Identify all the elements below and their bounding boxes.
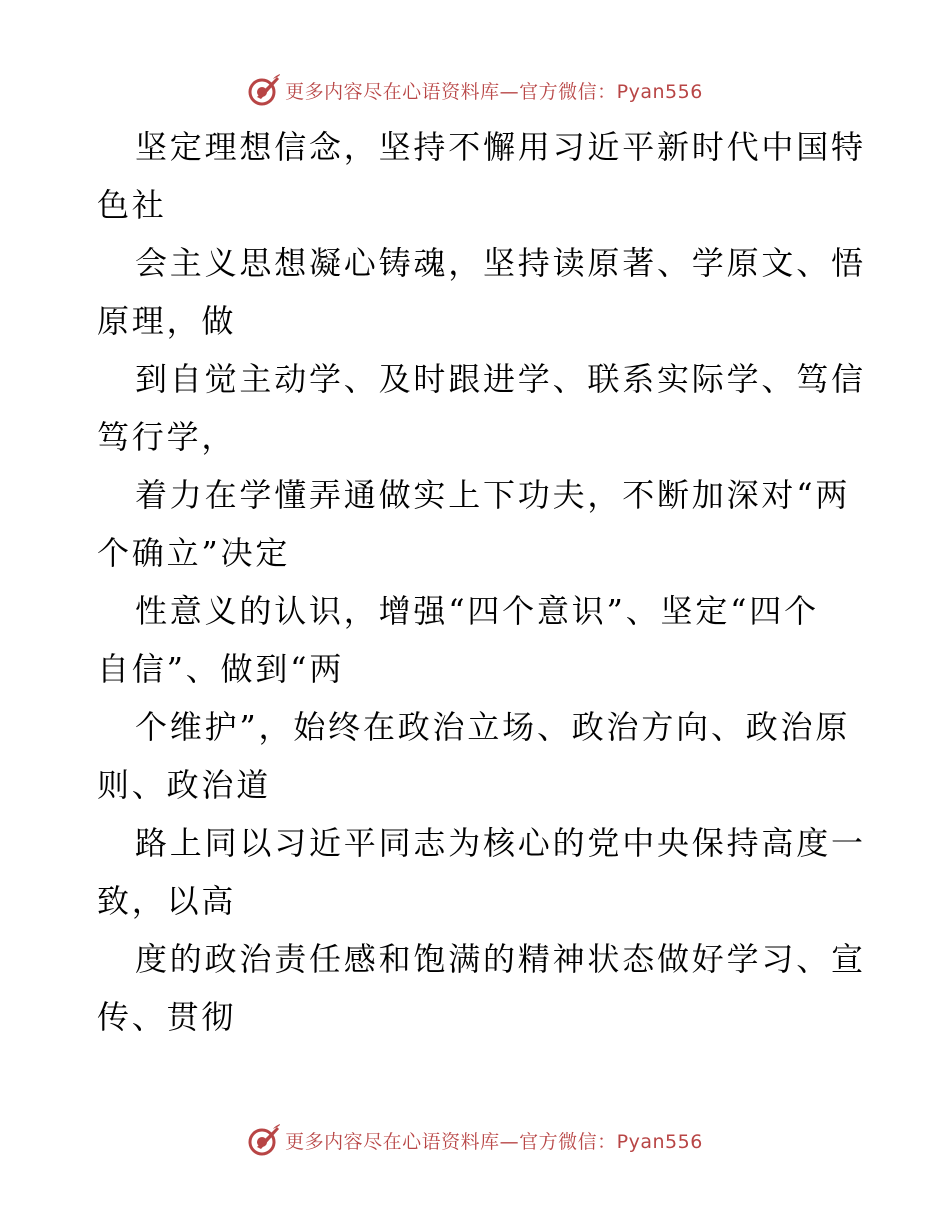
header-watermark: [0, 70, 950, 110]
paragraph-line: 性意义的认识，增强“四个意识”、坚定“四个: [135, 592, 819, 630]
paragraph: [97, 814, 866, 930]
paragraph-line: 路上同以习近平同志为核心的党中央保持高度一: [135, 824, 866, 862]
paragraph: [97, 350, 866, 466]
paragraph-line: 着力在学懂弄通做实上下功夫，不断加深对“两: [135, 476, 851, 514]
footer-watermark: [0, 1120, 950, 1160]
paragraph-line: 笃行学，: [97, 418, 237, 456]
paragraph: [97, 582, 857, 698]
paragraph-line: 到自觉主动学、及时跟进学、联系实际学、笃信: [135, 360, 866, 398]
paragraph-line: 致，以高: [97, 882, 237, 920]
paragraph-line: 色社: [97, 186, 167, 224]
paragraph: [97, 930, 866, 1046]
paragraph: [97, 466, 857, 582]
paragraph-line: 传、贯彻: [97, 998, 237, 1036]
paragraph-line: 自信”、做到“两: [97, 650, 345, 688]
paragraph: [97, 234, 866, 350]
paragraph-line: 个确立”决定: [97, 534, 291, 572]
paragraph-line: 则、政治道: [97, 766, 272, 804]
paragraph-line: 原理，做: [97, 302, 237, 340]
paragraph: [97, 118, 866, 234]
watermark-text: 更多内容尽在心语资料库—官方微信：Pyan556: [285, 1130, 703, 1153]
paragraph-line: 会主义思想凝心铸魂，坚持读原著、学原文、悟: [135, 244, 866, 282]
paragraph: [97, 698, 857, 814]
paragraph-line: 坚定理想信念，坚持不懈用习近平新时代中国特: [135, 128, 866, 166]
paragraph-line: 个维护”，始终在政治立场、政治方向、政治原: [135, 708, 851, 746]
quill-logo-icon: [247, 1123, 281, 1157]
quill-logo-icon: [247, 73, 281, 107]
watermark-text: 更多内容尽在心语资料库—官方微信：Pyan556: [285, 80, 703, 103]
paragraph-line: 度的政治责任感和饱满的精神状态做好学习、宣: [135, 940, 866, 978]
document-body: [97, 118, 866, 1046]
